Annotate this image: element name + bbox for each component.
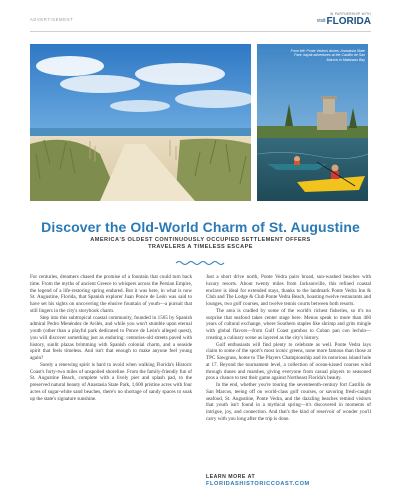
header-bar [30, 12, 371, 26]
paragraph: The area is cradled by some of the world's richest fisheries, so it's no surprise that seafood takes center stage here. Menus speak to more than 460 years of cultural exchange, where Southern staples like shrimp and grits mingle with global flavors—from Gulf Coast gumbos to Cuban pan con lechón—creating a culinary scene as layered as the city's history. [206, 307, 371, 341]
learn-more-label: LEARN MORE AT [206, 474, 256, 480]
paragraph: In the end, whether you're touring the seventeenth-century fort Castillo de San Marcos, teeing off on world-class golf courses, or savoring fresh-caught seafood, St. Augustine, Ponte Vedra, and the dazzling beaches remind visitors that youth isn't found in a mythical spring—it's discovered in moments of intrigue, joy, and connection. And that's the kind of reservoir of wonder you'll carry with you long after the trip is done. [206, 382, 371, 422]
wave-divider-icon [175, 259, 225, 267]
paragraph: Step into this subtropical coastal community, founded in 1565 by Spanish admiral Pedro Menéndez de Avilés, and while you won't stumble upon eternal youth (other than a playful park dedicated to Ponce de León's alleged quest), you will discover something just as enduring: centuries-old streets paved with history, sunlit plazas brimming with Spanish colonial charm, and a seaside spirit that feels timeless. And isn't that enough to make anyone feel young again? [30, 314, 192, 361]
article-column-left [30, 274, 192, 402]
learn-more-block [206, 474, 310, 488]
article-subhead: AMERICA'S OLDEST CONTINUOUSLY OCCUPIED SETTLEMENT OFFERS TRAVELERS A TIMELESS ESCAPE [90, 237, 311, 251]
paragraph: Golf enthusiasts will find plenty to celebrate as well. Ponte Vedra lays claim to some of the sport's most iconic greens, none more famous than those at TPC Sawgrass, home to The Players Championship and its notorious island hole at 17. Beyond the tournament level, a collection of ocean-kissed courses wind through dunes and marshes, giving everyone from casual players to seasoned pros a chance to test their game against Northeast Florida's beauty. [206, 341, 371, 382]
paragraph: Just a short drive north, Ponte Vedra pairs broad, sun-washed beaches with luxury resorts. About twenty miles from Jacksonville, this refined coastal enclave is ideal for extended stays, thanks to the landmark Ponte Vedra Inn & Club and The Lodge & Club Ponte Vedra Beach, boasting twelve restaurants and lounges, two golf courses, and twelve tennis courts between both resorts. [206, 274, 371, 307]
website-link[interactable]: FLORIDASHISTORICCOAST.COM [206, 481, 310, 487]
partner-logo-block [317, 12, 371, 27]
paragraph: Surely a renewing spirit is hard to avoid when walking Florida's Historic Coast's forty-two miles of unspoiled shoreline. From the family-friendly fun of St. Augustine Beach, complete with a lively pier and splash pad, to the preserved natural beauty of Anastasia State Park, 1,600 pristine acres with four acres of sugar-white sand beaches, there's no shortage of sandy spaces to soak up the state's signature sunshine. [30, 361, 192, 402]
kayak-fort-photo [257, 44, 368, 201]
paragraph: For centuries, dreamers chased the promise of a fountain that could turn back time. From the myths of ancient Greece to whispers across the Persian Empire, the legend of a life-restoring spring endured. But it was here, in what is now St. Augustine, Florida, that Spanish explorer Juan Ponce de León was said to have set his sights on uncovering the elusive fountain of youth—a pursuit that still lingers in the city's storybook charm. [30, 274, 192, 314]
header-divider [30, 31, 371, 32]
beach-dunes-photo [30, 44, 251, 201]
article-headline: Discover the Old-World Charm of St. Augustine [41, 219, 360, 235]
partner-visit-text: visit [316, 18, 326, 24]
partner-tagline: IN PARTNERSHIP WITH [329, 12, 371, 16]
advertisement-label: ADVERTISEMENT [30, 17, 74, 22]
partner-brand-text: FLORIDA [326, 16, 371, 27]
article-column-right [206, 274, 371, 423]
photo-caption: From left: Ponte Vedra's dunes; Anastasia State Park; kayak adventures at the Castillo de San Marcos in Matanzas Bay [290, 49, 365, 62]
visit-florida-logo [317, 16, 371, 27]
